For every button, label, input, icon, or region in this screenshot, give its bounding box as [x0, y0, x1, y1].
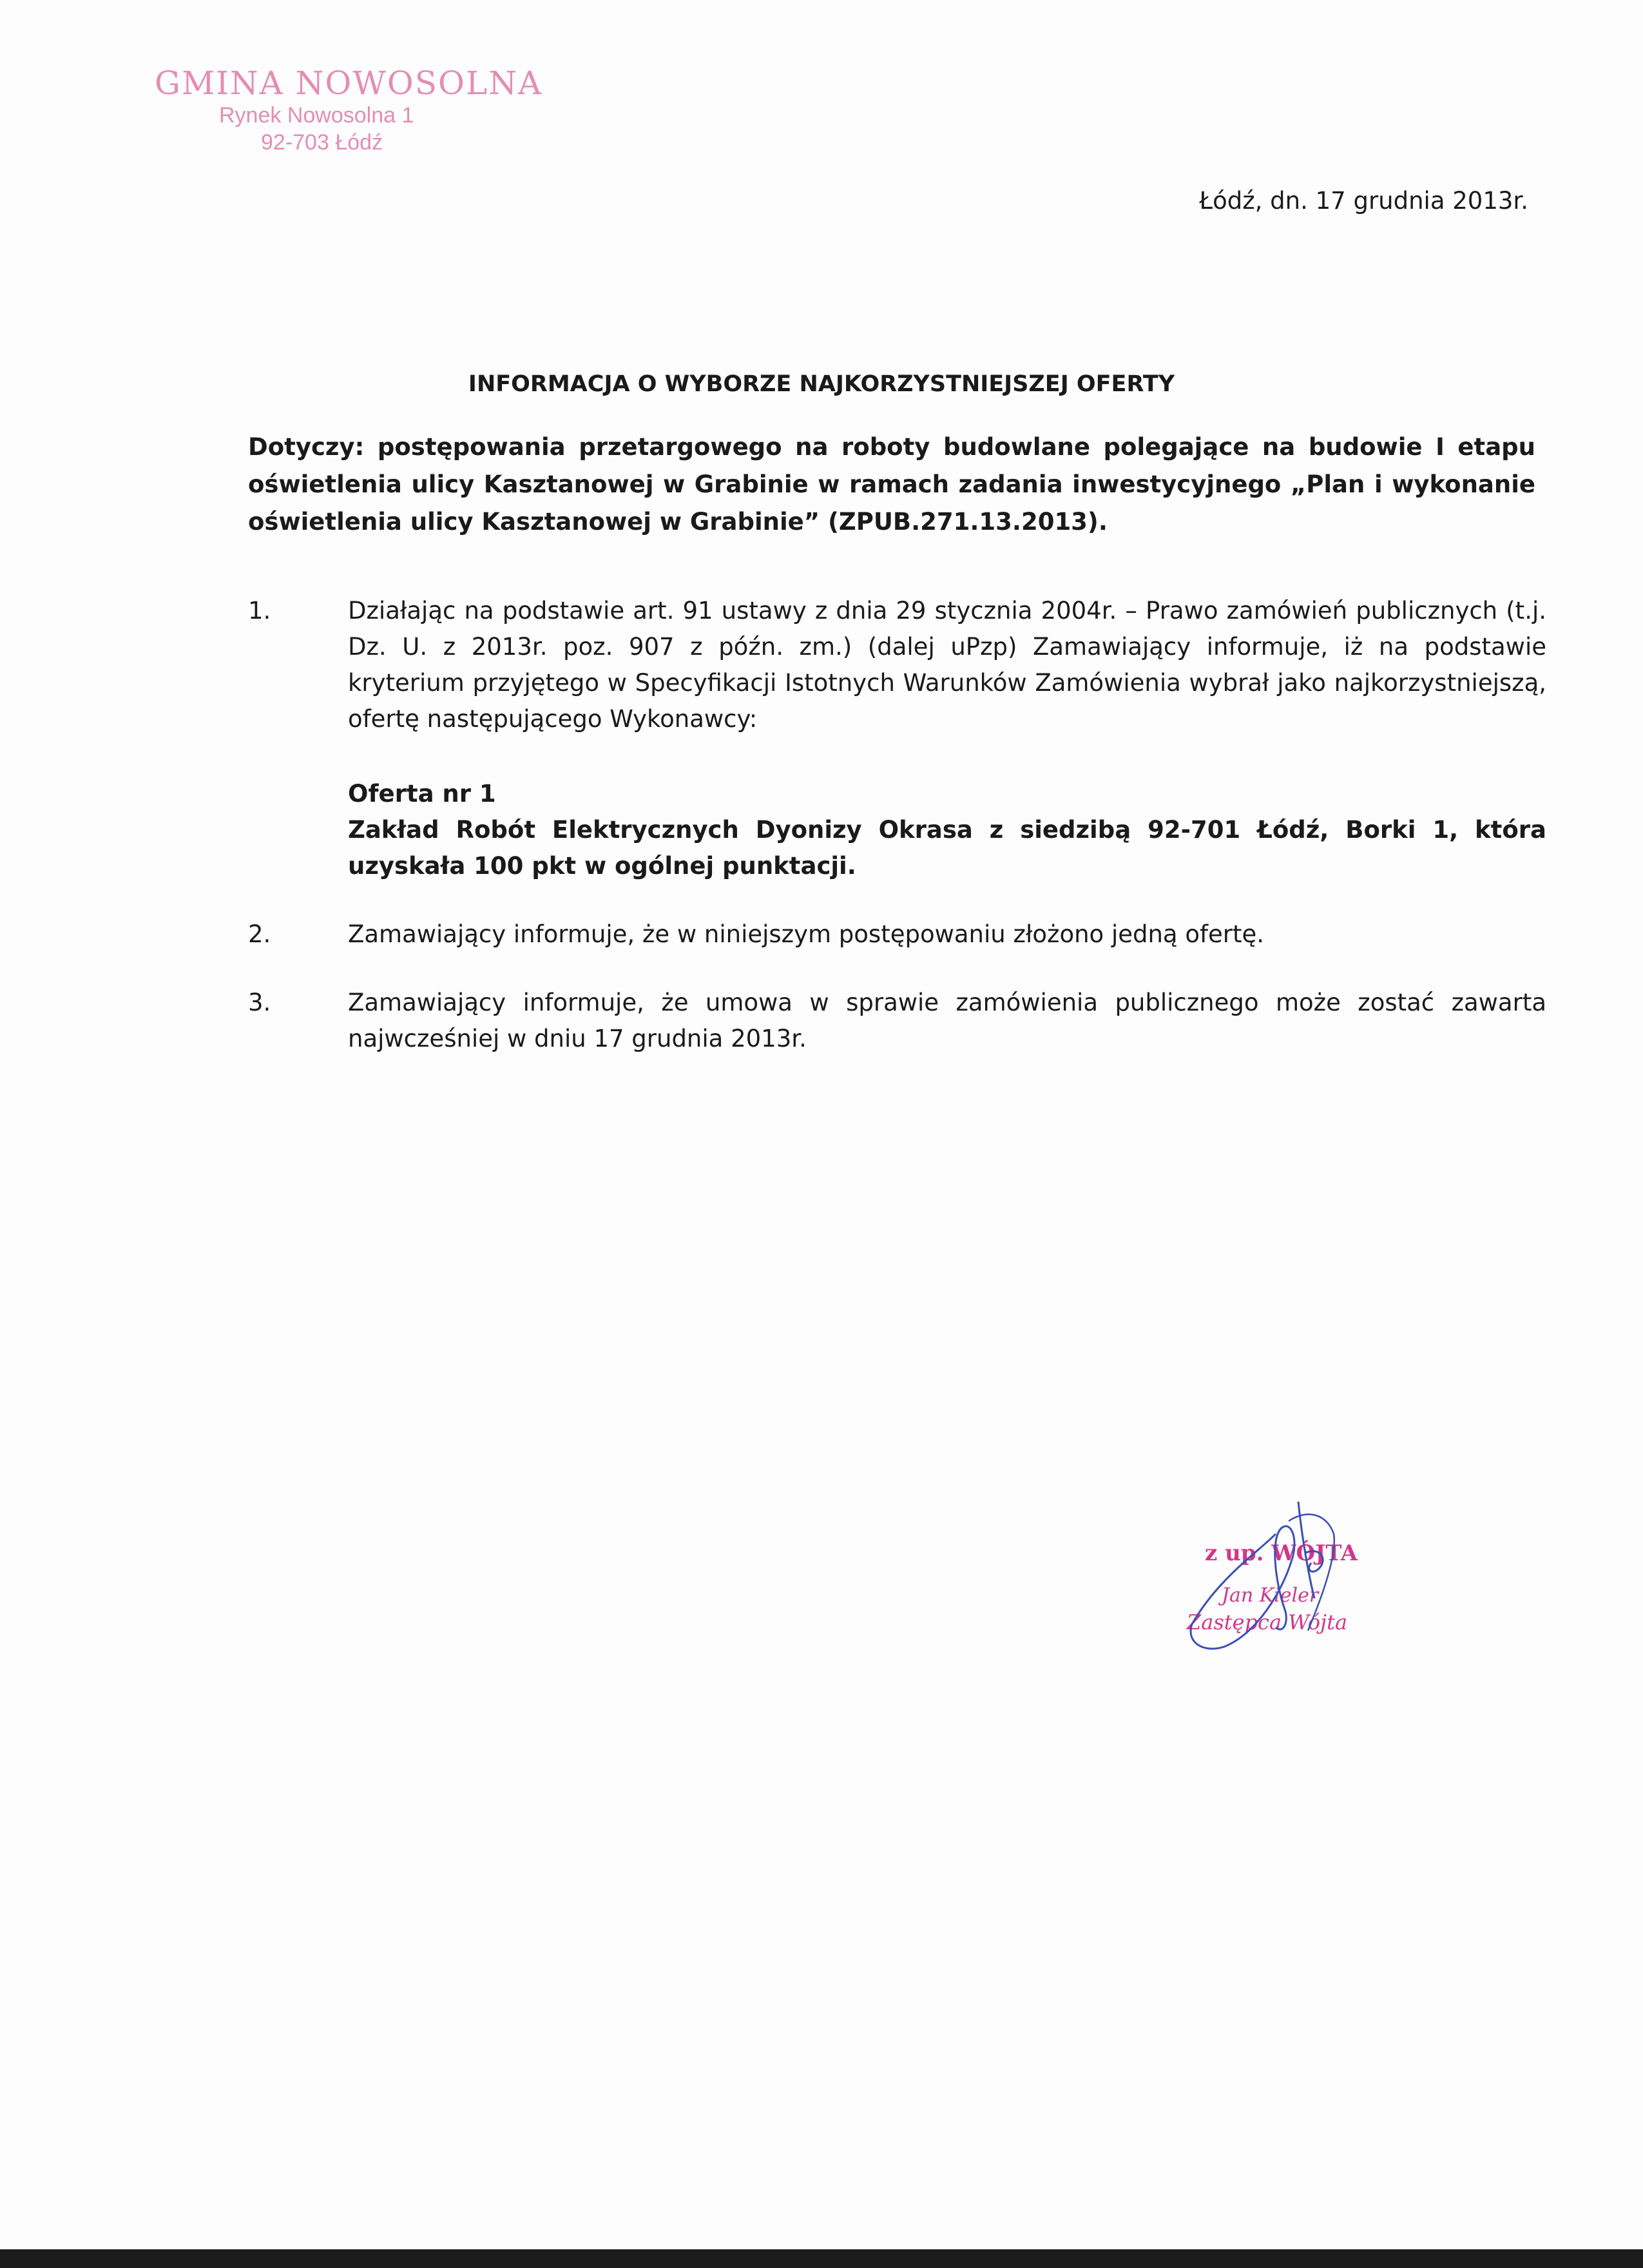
signature-authorization: z up. WÓJTA [1205, 1540, 1358, 1566]
stamp-name: GMINA NOWOSOLNA [155, 64, 543, 102]
offer-details: Zakład Robót Elektrycznych Dyonizy Okrasa z siedzibą 92-701 Łódź, Borki 1, która uzyskała 100 pkt w ogólnej punktacji. [348, 816, 1546, 880]
item-text: Zamawiający informuje, że w niniejszym postępowaniu złożono jedną ofertę. [348, 920, 1265, 948]
subject-paragraph: Dotyczy: postępowania przetargowego na roboty budowlane polegające na budowie I etapu oświetlenia ulicy Kasztanowej w Grabinie w ramach zadania inwestycyjnego „Plan i wykonanie oświetlenia ulicy Kasztanowej w Grabinie” (ZPUB.271.13.2013). [248, 433, 1535, 536]
item-number: 2. [248, 920, 271, 948]
scan-edge [0, 2249, 1643, 2268]
handwritten-signature-icon [1179, 1495, 1385, 1663]
item-text: Zamawiający informuje, że umowa w sprawie zamówienia publicznego może zostać zawarta najwcześniej w dniu 17 grudnia 2013r. [348, 989, 1546, 1052]
list-item [248, 916, 1546, 953]
numbered-list [248, 593, 1546, 1057]
signature-role: Zastępca Wójta [1187, 1610, 1348, 1634]
document-title: INFORMACJA O WYBORZE NAJKORZYSTNIEJSZEJ OFERTY [468, 371, 1175, 397]
item-number: 1. [248, 597, 271, 625]
selected-offer [348, 776, 1546, 884]
municipality-stamp [155, 64, 543, 156]
item-number: 3. [248, 989, 271, 1016]
signature-stamp [1179, 1495, 1385, 1663]
signature-name: Jan Kieler [1222, 1584, 1319, 1607]
list-item [248, 985, 1546, 1057]
stamp-city: 92-703 Łódź [261, 130, 383, 155]
date-line: Łódź, dn. 17 grudnia 2013r. [1199, 187, 1528, 215]
stamp-address: Rynek Nowosolna 1 [219, 103, 414, 128]
offer-title: Oferta nr 1 [348, 780, 496, 808]
list-item [248, 593, 1546, 884]
item-text: Działając na podstawie art. 91 ustawy z dnia 29 stycznia 2004r. – Prawo zamówień publicznych (t.j. Dz. U. z 2013r. poz. 907 z późn. zm.) (dalej uPzp) Zamawiający informuje, iż na podstawie kryterium przyjętego w Specyfikacji Istotnych Warunków Zamówienia wybrał jako najkorzystniejszą, ofertę następującego Wykonawcy: [348, 597, 1546, 733]
